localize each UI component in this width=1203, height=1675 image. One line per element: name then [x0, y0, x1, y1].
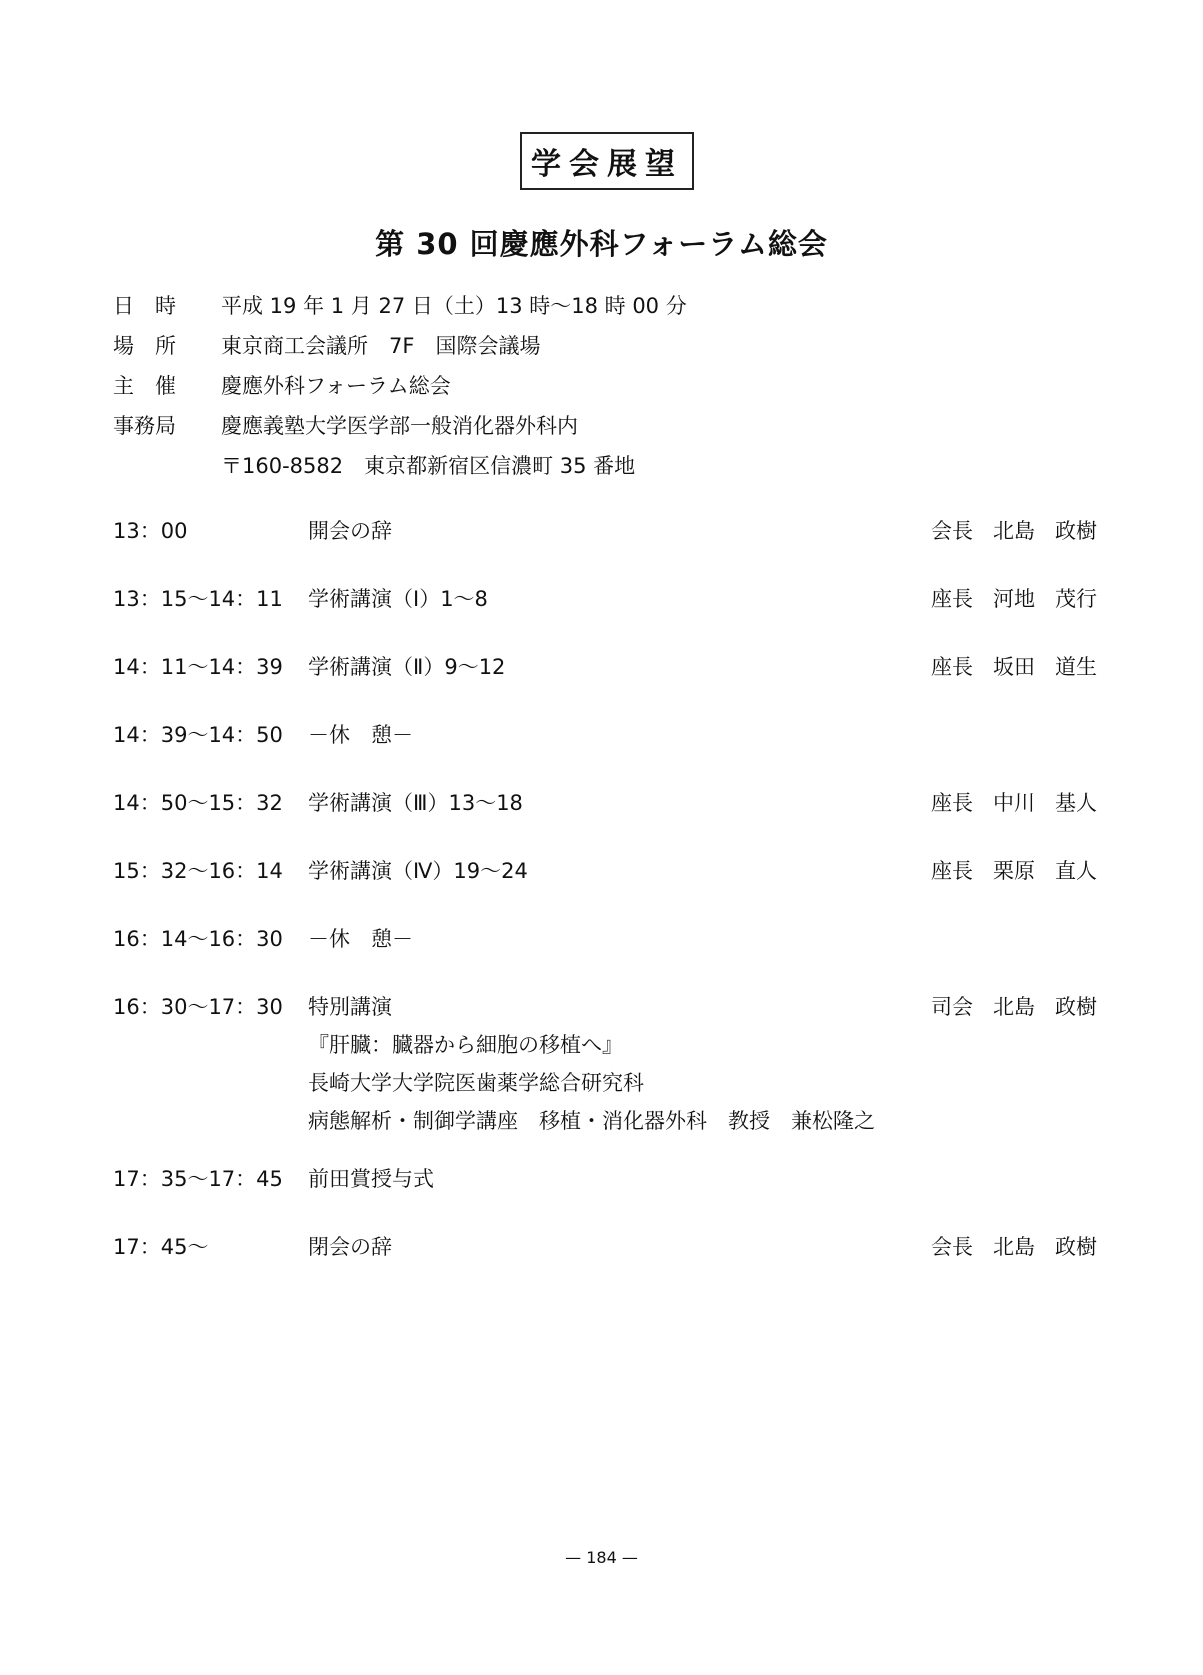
person-given-name: 政樹 — [1055, 519, 1097, 543]
schedule-time: 14：50〜15：32 — [113, 791, 283, 815]
person-surname: 中川 — [993, 791, 1035, 815]
schedule-time: 16：30〜17：30 — [113, 995, 283, 1019]
person-role: 会長 — [931, 519, 973, 543]
person-surname: 北島 — [993, 519, 1035, 543]
schedule-time: 14：39〜14：50 — [113, 723, 283, 747]
event-line: －休 憩－ — [308, 723, 413, 747]
info-value: 平成 19 年 1 月 27 日（土）13 時〜18 時 00 分 — [221, 294, 687, 318]
schedule-time: 16：14〜16：30 — [113, 927, 283, 951]
event-line: 閉会の辞 — [308, 1235, 392, 1259]
info-value: 東京商工会議所 7F 国際会議場 — [221, 334, 541, 358]
person-role: 座長 — [931, 655, 973, 679]
event-line: 学術講演（Ⅳ）19〜24 — [308, 859, 528, 883]
info-label: 事務局 — [113, 414, 176, 438]
schedule-event — [308, 920, 413, 958]
schedule-person — [931, 852, 1097, 890]
info-label: 場 所 — [113, 334, 176, 358]
schedule-person — [931, 580, 1097, 618]
person-surname: 栗原 — [993, 859, 1035, 883]
page-number: — 184 — — [565, 1548, 638, 1567]
schedule-time: 17：35〜17：45 — [113, 1167, 283, 1191]
event-line: －休 憩－ — [308, 927, 413, 951]
schedule-event — [308, 1228, 392, 1266]
person-given-name: 直人 — [1055, 859, 1097, 883]
schedule-event — [308, 1160, 434, 1198]
info-value: 慶應外科フォーラム総会 — [221, 374, 451, 398]
person-given-name: 茂行 — [1055, 587, 1097, 611]
person-role: 司会 — [931, 995, 973, 1019]
person-role: 座長 — [931, 791, 973, 815]
person-surname: 河地 — [993, 587, 1035, 611]
person-given-name: 基人 — [1055, 791, 1097, 815]
schedule-time: 13：15〜14：11 — [113, 587, 283, 611]
schedule-time: 14：11〜14：39 — [113, 655, 283, 679]
page-title: 第 30 回慶應外科フォーラム総会 — [375, 227, 828, 261]
schedule-person — [931, 988, 1097, 1026]
person-given-name: 政樹 — [1055, 995, 1097, 1019]
person-given-name: 政樹 — [1055, 1235, 1097, 1259]
lecturer-department: 病態解析・制御学講座 移植・消化器外科 教授 兼松隆之 — [308, 1109, 875, 1133]
section-label-box: 学会展望 — [520, 132, 694, 190]
event-line: 学術講演（Ⅱ）9〜12 — [308, 655, 506, 679]
event-line: 前田賞授与式 — [308, 1167, 434, 1191]
schedule-person — [931, 648, 1097, 686]
person-role: 座長 — [931, 587, 973, 611]
person-surname: 北島 — [993, 1235, 1035, 1259]
event-line: 学術講演（Ⅲ）13〜18 — [308, 791, 523, 815]
info-label: 主 催 — [113, 374, 176, 398]
person-role: 座長 — [931, 859, 973, 883]
lecture-title: 『肝臓：臓器から細胞の移植へ』 — [308, 1033, 623, 1057]
schedule-event — [308, 852, 528, 890]
schedule-time: 13：00 — [113, 519, 188, 543]
person-role: 会長 — [931, 1235, 973, 1259]
event-line: 特別講演 — [308, 995, 392, 1019]
person-surname: 坂田 — [993, 655, 1035, 679]
schedule-person — [931, 1228, 1097, 1266]
schedule-event — [308, 648, 505, 686]
schedule-event — [308, 988, 875, 1140]
event-line: 開会の辞 — [308, 519, 392, 543]
schedule-event — [308, 784, 523, 822]
schedule-time: 15：32〜16：14 — [113, 859, 283, 883]
schedule-person — [931, 512, 1097, 550]
schedule-event — [308, 580, 488, 618]
info-value: 慶應義塾大学医学部一般消化器外科内 — [221, 414, 578, 438]
info-label: 日 時 — [113, 294, 176, 318]
event-line: 学術講演（Ⅰ）1〜8 — [308, 587, 488, 611]
schedule-person — [931, 784, 1097, 822]
info-value: 〒160-8582 東京都新宿区信濃町 35 番地 — [221, 454, 636, 478]
schedule-event — [308, 512, 392, 550]
lecturer-affiliation: 長崎大学大学院医歯薬学総合研究科 — [308, 1071, 644, 1095]
schedule-time: 17：45〜 — [113, 1235, 209, 1259]
person-given-name: 道生 — [1055, 655, 1097, 679]
person-surname: 北島 — [993, 995, 1035, 1019]
schedule-event — [308, 716, 413, 754]
